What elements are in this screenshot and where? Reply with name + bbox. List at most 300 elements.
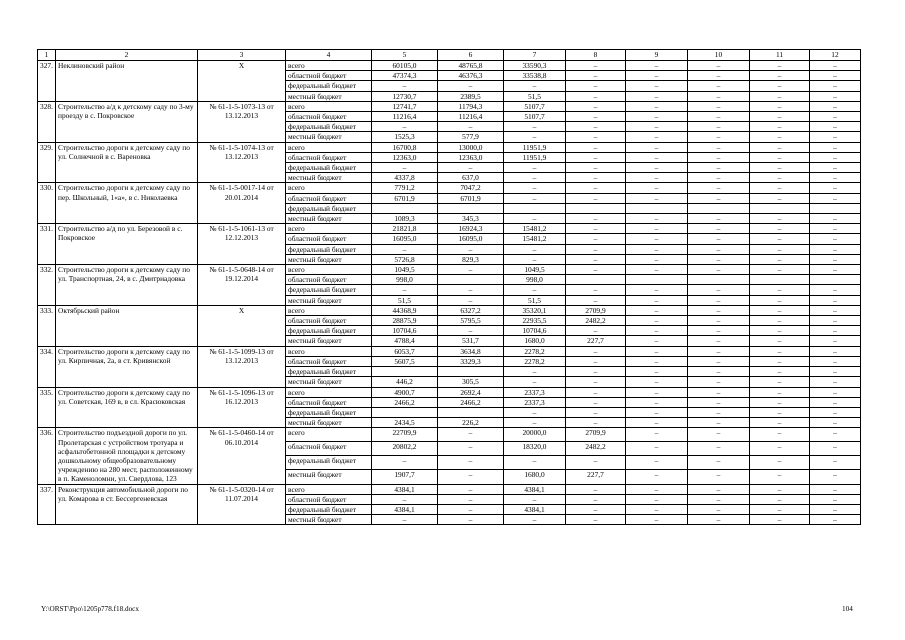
amount-cell: – — [626, 295, 688, 305]
amount-cell: 11794,3 — [438, 101, 504, 111]
amount-cell: – — [688, 397, 750, 407]
amount-cell: – — [688, 173, 750, 183]
amount-cell: 12363,0 — [438, 152, 504, 162]
amount-cell: – — [626, 367, 688, 377]
amount-cell: – — [566, 122, 626, 132]
amount-cell: – — [810, 470, 861, 484]
budget-source: всего — [286, 101, 372, 111]
budget-source: местный бюджет — [286, 254, 372, 264]
amount-cell: – — [372, 285, 438, 295]
amount-cell: – — [810, 397, 861, 407]
amount-cell: 15481,2 — [504, 224, 566, 234]
amount-cell: – — [810, 152, 861, 162]
amount-cell: – — [372, 456, 438, 470]
amount-cell: – — [626, 101, 688, 111]
amount-cell: 44368,9 — [372, 305, 438, 315]
budget-source: местный бюджет — [286, 418, 372, 428]
amount-cell: – — [750, 336, 810, 346]
amount-cell: – — [626, 234, 688, 244]
amount-cell: – — [504, 494, 566, 504]
amount-cell: – — [750, 142, 810, 152]
amount-cell: 7047,2 — [438, 183, 504, 193]
amount-cell: – — [566, 101, 626, 111]
amount-cell: – — [566, 418, 626, 428]
amount-cell: 12741,7 — [372, 101, 438, 111]
amount-cell: 5107,7 — [504, 101, 566, 111]
object-name: Строительство дороги к детскому саду по ул. Кирпичная, 2а, в ст. Кривянской — [56, 346, 198, 387]
budget-source: местный бюджет — [286, 295, 372, 305]
amount-cell: – — [810, 387, 861, 397]
amount-cell: – — [438, 295, 504, 305]
amount-cell: – — [504, 122, 566, 132]
table-row — [38, 265, 861, 275]
amount-cell: 2434,5 — [372, 418, 438, 428]
amount-cell: – — [566, 377, 626, 387]
amount-cell: – — [504, 367, 566, 377]
amount-cell: 305,5 — [438, 377, 504, 387]
amount-cell: – — [626, 112, 688, 122]
budget-source: федеральный бюджет — [286, 81, 372, 91]
amount-cell: – — [438, 285, 504, 295]
amount-cell: – — [566, 326, 626, 336]
amount-cell: – — [688, 442, 750, 456]
amount-cell: – — [566, 244, 626, 254]
header-cell: 6 — [438, 50, 504, 61]
object-name: Строительство дороги к детскому саду по ул. Транспортная, 24, в с. Дмитриадовка — [56, 265, 198, 306]
amount-cell: – — [750, 316, 810, 326]
row-number: 332. — [38, 265, 56, 306]
amount-cell: – — [626, 515, 688, 525]
amount-cell: – — [810, 254, 861, 264]
budget-source: местный бюджет — [286, 91, 372, 101]
amount-cell: – — [750, 295, 810, 305]
object-name: Октябрьский район — [56, 305, 198, 346]
amount-cell: – — [750, 91, 810, 101]
budget-source: федеральный бюджет — [286, 407, 372, 417]
object-name: Строительство дороги к детскому саду по пер. Школьный, 1«а», в с. Николаевка — [56, 183, 198, 224]
amount-cell: – — [626, 397, 688, 407]
amount-cell: – — [626, 387, 688, 397]
amount-cell: – — [504, 407, 566, 417]
amount-cell: – — [688, 112, 750, 122]
amount-cell: – — [750, 81, 810, 91]
amount-cell: – — [566, 81, 626, 91]
amount-cell — [438, 367, 504, 377]
budget-source: всего — [286, 484, 372, 494]
amount-cell — [810, 275, 861, 285]
amount-cell: – — [438, 470, 504, 484]
amount-cell: – — [750, 183, 810, 193]
amount-cell: – — [438, 163, 504, 173]
table-row — [38, 224, 861, 234]
amount-cell: – — [372, 81, 438, 91]
amount-cell: – — [750, 442, 810, 456]
amount-cell: 4788,4 — [372, 336, 438, 346]
amount-cell: – — [626, 173, 688, 183]
amount-cell: 11216,4 — [372, 112, 438, 122]
amount-cell: – — [438, 484, 504, 494]
amount-cell: – — [688, 122, 750, 132]
amount-cell: – — [504, 456, 566, 470]
table-row — [38, 484, 861, 494]
amount-cell: – — [750, 152, 810, 162]
amount-cell: 2466,2 — [372, 397, 438, 407]
amount-cell: – — [810, 326, 861, 336]
budget-source: всего — [286, 142, 372, 152]
budget-source: местный бюджет — [286, 132, 372, 142]
row-number: 336. — [38, 428, 56, 484]
amount-cell: – — [372, 244, 438, 254]
amount-cell: – — [438, 326, 504, 336]
header-cell: 12 — [810, 50, 861, 61]
amount-cell: – — [750, 326, 810, 336]
amount-cell: – — [372, 494, 438, 504]
amount-cell: – — [626, 418, 688, 428]
amount-cell: – — [688, 305, 750, 315]
amount-cell: – — [626, 326, 688, 336]
amount-cell: – — [504, 214, 566, 224]
table-row — [38, 428, 861, 442]
amount-cell: – — [566, 254, 626, 264]
amount-cell: – — [688, 224, 750, 234]
amount-cell: – — [750, 418, 810, 428]
row-number: 330. — [38, 183, 56, 224]
budget-source: областной бюджет — [286, 152, 372, 162]
amount-cell: – — [688, 285, 750, 295]
budget-source: всего — [286, 265, 372, 275]
amount-cell: 11216,4 — [438, 112, 504, 122]
amount-cell: – — [566, 295, 626, 305]
amount-cell — [372, 367, 438, 377]
amount-cell: – — [810, 265, 861, 275]
amount-cell: 3634,8 — [438, 346, 504, 356]
amount-cell: 1089,3 — [372, 214, 438, 224]
amount-cell: – — [566, 484, 626, 494]
amount-cell: – — [688, 183, 750, 193]
amount-cell: – — [626, 152, 688, 162]
amount-cell: 829,3 — [438, 254, 504, 264]
amount-cell: 4900,7 — [372, 387, 438, 397]
amount-cell: – — [566, 494, 626, 504]
amount-cell: – — [688, 193, 750, 203]
table-row — [38, 183, 861, 193]
amount-cell: – — [626, 346, 688, 356]
budget-source: всего — [286, 428, 372, 442]
amount-cell: 5107,7 — [504, 112, 566, 122]
amount-cell: – — [688, 418, 750, 428]
budget-table — [37, 49, 861, 525]
table-body — [38, 50, 861, 525]
amount-cell: 4337,8 — [372, 173, 438, 183]
amount-cell: – — [438, 456, 504, 470]
budget-source: всего — [286, 305, 372, 315]
amount-cell: – — [810, 173, 861, 183]
object-name: Строительство дороги к детскому саду по ул. Советская, 169 в, в сл. Красюковская — [56, 387, 198, 428]
amount-cell: – — [750, 367, 810, 377]
object-name: Строительство дороги к детскому саду по ул. Солнечной в с. Вареновка — [56, 142, 198, 183]
amount-cell: – — [750, 71, 810, 81]
amount-cell: – — [688, 81, 750, 91]
budget-source: федеральный бюджет — [286, 244, 372, 254]
amount-cell: 6327,2 — [438, 305, 504, 315]
amount-cell: – — [750, 377, 810, 387]
budget-source: областной бюджет — [286, 71, 372, 81]
budget-source: федеральный бюджет — [286, 285, 372, 295]
amount-cell: – — [626, 193, 688, 203]
permit-document: № 61-1-5-1096-13 от 16.12.2013 — [198, 387, 286, 428]
row-number: 337. — [38, 484, 56, 525]
amount-cell: – — [626, 494, 688, 504]
amount-cell: – — [504, 163, 566, 173]
amount-cell: – — [626, 428, 688, 442]
amount-cell: 13000,0 — [438, 142, 504, 152]
amount-cell: – — [810, 142, 861, 152]
row-number: 327. — [38, 61, 56, 102]
amount-cell: – — [810, 163, 861, 173]
amount-cell: 531,7 — [438, 336, 504, 346]
amount-cell: 998,0 — [504, 275, 566, 285]
object-name: Строительство а/д по ул. Березовой в с. Покровское — [56, 224, 198, 265]
amount-cell: 7791,2 — [372, 183, 438, 193]
amount-cell: 4384,1 — [504, 504, 566, 514]
amount-cell: 446,2 — [372, 377, 438, 387]
amount-cell: – — [504, 254, 566, 264]
amount-cell: – — [750, 456, 810, 470]
amount-cell: – — [810, 112, 861, 122]
amount-cell — [504, 203, 566, 213]
row-number: 334. — [38, 346, 56, 387]
amount-cell: – — [688, 377, 750, 387]
budget-source: областной бюджет — [286, 356, 372, 366]
amount-cell: – — [504, 285, 566, 295]
amount-cell: 16700,8 — [372, 142, 438, 152]
amount-cell: 2709,9 — [566, 428, 626, 442]
amount-cell: 637,0 — [438, 173, 504, 183]
amount-cell: – — [810, 504, 861, 514]
amount-cell: – — [810, 244, 861, 254]
amount-cell: – — [688, 295, 750, 305]
amount-cell: – — [504, 244, 566, 254]
budget-source: федеральный бюджет — [286, 326, 372, 336]
amount-cell: – — [688, 494, 750, 504]
amount-cell: – — [810, 442, 861, 456]
amount-cell: 2482,2 — [566, 442, 626, 456]
amount-cell: – — [688, 356, 750, 366]
amount-cell: – — [626, 305, 688, 315]
amount-cell: 51,5 — [504, 91, 566, 101]
amount-cell: – — [750, 61, 810, 71]
amount-cell: 33590,3 — [504, 61, 566, 71]
header-cell: 5 — [372, 50, 438, 61]
amount-cell: – — [750, 234, 810, 244]
amount-cell: – — [626, 316, 688, 326]
amount-cell: 10704,6 — [504, 326, 566, 336]
amount-cell: 11951,9 — [504, 142, 566, 152]
amount-cell: – — [750, 515, 810, 525]
amount-cell: – — [688, 367, 750, 377]
amount-cell: – — [750, 285, 810, 295]
amount-cell: – — [688, 484, 750, 494]
amount-cell: 4384,1 — [504, 484, 566, 494]
amount-cell: – — [750, 244, 810, 254]
amount-cell: – — [750, 193, 810, 203]
amount-cell: – — [810, 234, 861, 244]
amount-cell: – — [810, 316, 861, 326]
amount-cell: – — [566, 285, 626, 295]
amount-cell: – — [688, 265, 750, 275]
amount-cell: – — [688, 407, 750, 417]
amount-cell: 20000,0 — [504, 428, 566, 442]
amount-cell: – — [810, 377, 861, 387]
amount-cell: – — [438, 428, 504, 442]
amount-cell: – — [810, 71, 861, 81]
amount-cell: 2482,2 — [566, 316, 626, 326]
amount-cell: – — [626, 132, 688, 142]
budget-source: областной бюджет — [286, 442, 372, 456]
amount-cell: 20802,2 — [372, 442, 438, 456]
amount-cell: 3329,3 — [438, 356, 504, 366]
amount-cell: – — [750, 173, 810, 183]
permit-document: № 61-1-5-0648-14 от 19.12.2014 — [198, 265, 286, 306]
amount-cell: – — [688, 61, 750, 71]
amount-cell: – — [566, 234, 626, 244]
budget-source: федеральный бюджет — [286, 122, 372, 132]
amount-cell: 11951,9 — [504, 152, 566, 162]
amount-cell: – — [504, 183, 566, 193]
table-row — [38, 346, 861, 356]
amount-cell: 5726,8 — [372, 254, 438, 264]
amount-cell: – — [688, 504, 750, 514]
amount-cell: – — [504, 132, 566, 142]
amount-cell — [372, 203, 438, 213]
amount-cell: – — [566, 71, 626, 81]
amount-cell: – — [750, 346, 810, 356]
amount-cell: 60105,0 — [372, 61, 438, 71]
amount-cell: 1680,0 — [504, 470, 566, 484]
amount-cell: 2389,5 — [438, 91, 504, 101]
amount-cell: – — [750, 265, 810, 275]
permit-document: № 61-1-5-0460-14 от 06.10.2014 — [198, 428, 286, 484]
budget-source: всего — [286, 387, 372, 397]
amount-cell: 16095,0 — [438, 234, 504, 244]
amount-cell: 4384,1 — [372, 504, 438, 514]
budget-source: местный бюджет — [286, 470, 372, 484]
budget-source: местный бюджет — [286, 515, 372, 525]
header-cell: 7 — [504, 50, 566, 61]
amount-cell: – — [566, 112, 626, 122]
amount-cell — [626, 203, 688, 213]
amount-cell: – — [372, 163, 438, 173]
amount-cell: – — [750, 254, 810, 264]
amount-cell: – — [810, 193, 861, 203]
amount-cell — [750, 275, 810, 285]
amount-cell: – — [566, 367, 626, 377]
amount-cell: 5795,5 — [438, 316, 504, 326]
amount-cell — [566, 203, 626, 213]
amount-cell: – — [810, 428, 861, 442]
amount-cell: – — [566, 152, 626, 162]
amount-cell: – — [810, 285, 861, 295]
amount-cell: – — [750, 224, 810, 234]
amount-cell: – — [688, 456, 750, 470]
budget-source: федеральный бюджет — [286, 163, 372, 173]
amount-cell: – — [626, 377, 688, 387]
amount-cell: 577,9 — [438, 132, 504, 142]
amount-cell: – — [750, 428, 810, 442]
amount-cell: – — [566, 163, 626, 173]
budget-source: областной бюджет — [286, 234, 372, 244]
amount-cell: – — [810, 418, 861, 428]
budget-source: федеральный бюджет — [286, 203, 372, 213]
amount-cell: 2337,3 — [504, 397, 566, 407]
amount-cell — [750, 203, 810, 213]
permit-document: Х — [198, 61, 286, 102]
amount-cell: – — [504, 377, 566, 387]
budget-source: местный бюджет — [286, 336, 372, 346]
amount-cell: – — [626, 356, 688, 366]
budget-source: всего — [286, 224, 372, 234]
permit-document: № 61-1-5-1061-13 от 12.12.2013 — [198, 224, 286, 265]
amount-cell: 18320,0 — [504, 442, 566, 456]
amount-cell: – — [566, 515, 626, 525]
budget-source: местный бюджет — [286, 377, 372, 387]
amount-cell: – — [810, 132, 861, 142]
amount-cell: – — [626, 122, 688, 132]
row-number: 335. — [38, 387, 56, 428]
table-row — [38, 142, 861, 152]
amount-cell: 5607,5 — [372, 356, 438, 366]
table-row — [38, 387, 861, 397]
amount-cell: 51,5 — [372, 295, 438, 305]
amount-cell: – — [626, 91, 688, 101]
amount-cell: 1049,5 — [504, 265, 566, 275]
amount-cell: 22935,5 — [504, 316, 566, 326]
amount-cell: – — [750, 101, 810, 111]
page-number: 104 — [842, 605, 853, 613]
amount-cell: – — [438, 81, 504, 91]
amount-cell: 1525,3 — [372, 132, 438, 142]
amount-cell: – — [810, 183, 861, 193]
object-name: Неклиновский район — [56, 61, 198, 102]
amount-cell: 6701,9 — [372, 193, 438, 203]
permit-document: № 61-1-5-0320-14 от 11.07.2014 — [198, 484, 286, 525]
amount-cell: – — [438, 494, 504, 504]
table-row — [38, 305, 861, 315]
amount-cell: – — [566, 265, 626, 275]
amount-cell: 1680,0 — [504, 336, 566, 346]
amount-cell: – — [750, 356, 810, 366]
row-number: 328. — [38, 101, 56, 142]
amount-cell: – — [626, 470, 688, 484]
amount-cell: – — [626, 456, 688, 470]
amount-cell: 2278,2 — [504, 356, 566, 366]
amount-cell: – — [626, 71, 688, 81]
amount-cell — [372, 407, 438, 417]
amount-cell: – — [372, 515, 438, 525]
amount-cell: – — [504, 193, 566, 203]
amount-cell: 12730,7 — [372, 91, 438, 101]
object-name: Реконструкция автомобильной дороги по ул. Комарова в ст. Бессергеневская — [56, 484, 198, 525]
amount-cell: – — [810, 484, 861, 494]
budget-source: всего — [286, 346, 372, 356]
amount-cell: – — [688, 336, 750, 346]
amount-cell: – — [566, 173, 626, 183]
amount-cell: – — [750, 504, 810, 514]
amount-cell: – — [810, 81, 861, 91]
amount-cell: 35320,1 — [504, 305, 566, 315]
budget-source: областной бюджет — [286, 112, 372, 122]
amount-cell: – — [810, 224, 861, 234]
